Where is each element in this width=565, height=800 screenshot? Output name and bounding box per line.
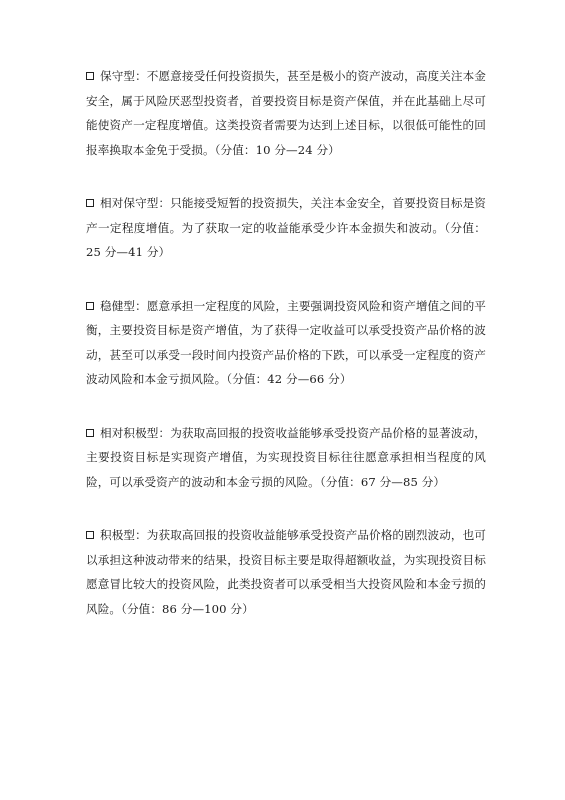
option-text: 不愿意接受任何投资损失，甚至是极小的资产波动，高度关注本金安全，属于风险厌恶型投资者，首要投资目标是资产保值，并在此基础上尽可能使资产一定程度增值。这类投资者需要为达到上述目标，以很低可能性的回报率换取本金免于受损。（分值：10 分—24 分） [86,69,486,157]
checkbox-conservative[interactable] [86,72,94,80]
option-conservative [86,64,486,162]
option-label: 积极型： [100,528,147,542]
option-label: 稳健型： [100,298,147,313]
checkbox-aggressive[interactable] [86,531,94,539]
option-text: 愿意承担一定程度的风险，主要强调投资风险和资产增值之间的平衡，主要投资目标是资产增值，为了获得一定收益可以承受投资产品价格的波动，甚至可以承受一段时间内投资产品价格的下跌，可以承受一定程度的资产波动风险和本金亏损风险。（分值：42 分—66 分） [86,298,486,386]
option-text: 为获取高回报的投资收益能够承受投资产品价格的剧烈波动，也可以承担这种波动带来的结果，投资目标主要是取得超额收益，为实现投资目标愿意冒比较大的投资风险，此类投资者可以承受相当大投资风险和本金亏损的风险。（分值：86 分—100 分） [86,528,486,616]
option-label: 相对保守型： [100,196,171,210]
checkbox-balanced[interactable] [86,302,94,310]
option-text: 为获取高回报的投资收益能够承受投资产品价格的显著波动，主要投资目标是实现资产增值，为实现投资目标往往愿意承担相当程度的风险，可以承受资产的波动和本金亏损的风险。（分值：67 分—85 分） [86,425,486,489]
option-aggressive [86,523,486,621]
option-relatively-aggressive [86,421,486,495]
option-label: 相对积极型： [100,425,171,440]
checkbox-relatively-aggressive[interactable] [86,429,94,437]
option-text: 只能接受短暂的投资损失，关注本金安全，首要投资目标是资产一定程度增值。为了获取一定的收益能承受少许本金损失和波动。（分值：25 分—41 分） [86,196,486,259]
option-balanced [86,294,486,392]
risk-profile-options [86,64,486,650]
option-label: 保守型： [100,69,147,83]
checkbox-relatively-conservative[interactable] [86,199,94,207]
option-relatively-conservative [86,191,486,265]
